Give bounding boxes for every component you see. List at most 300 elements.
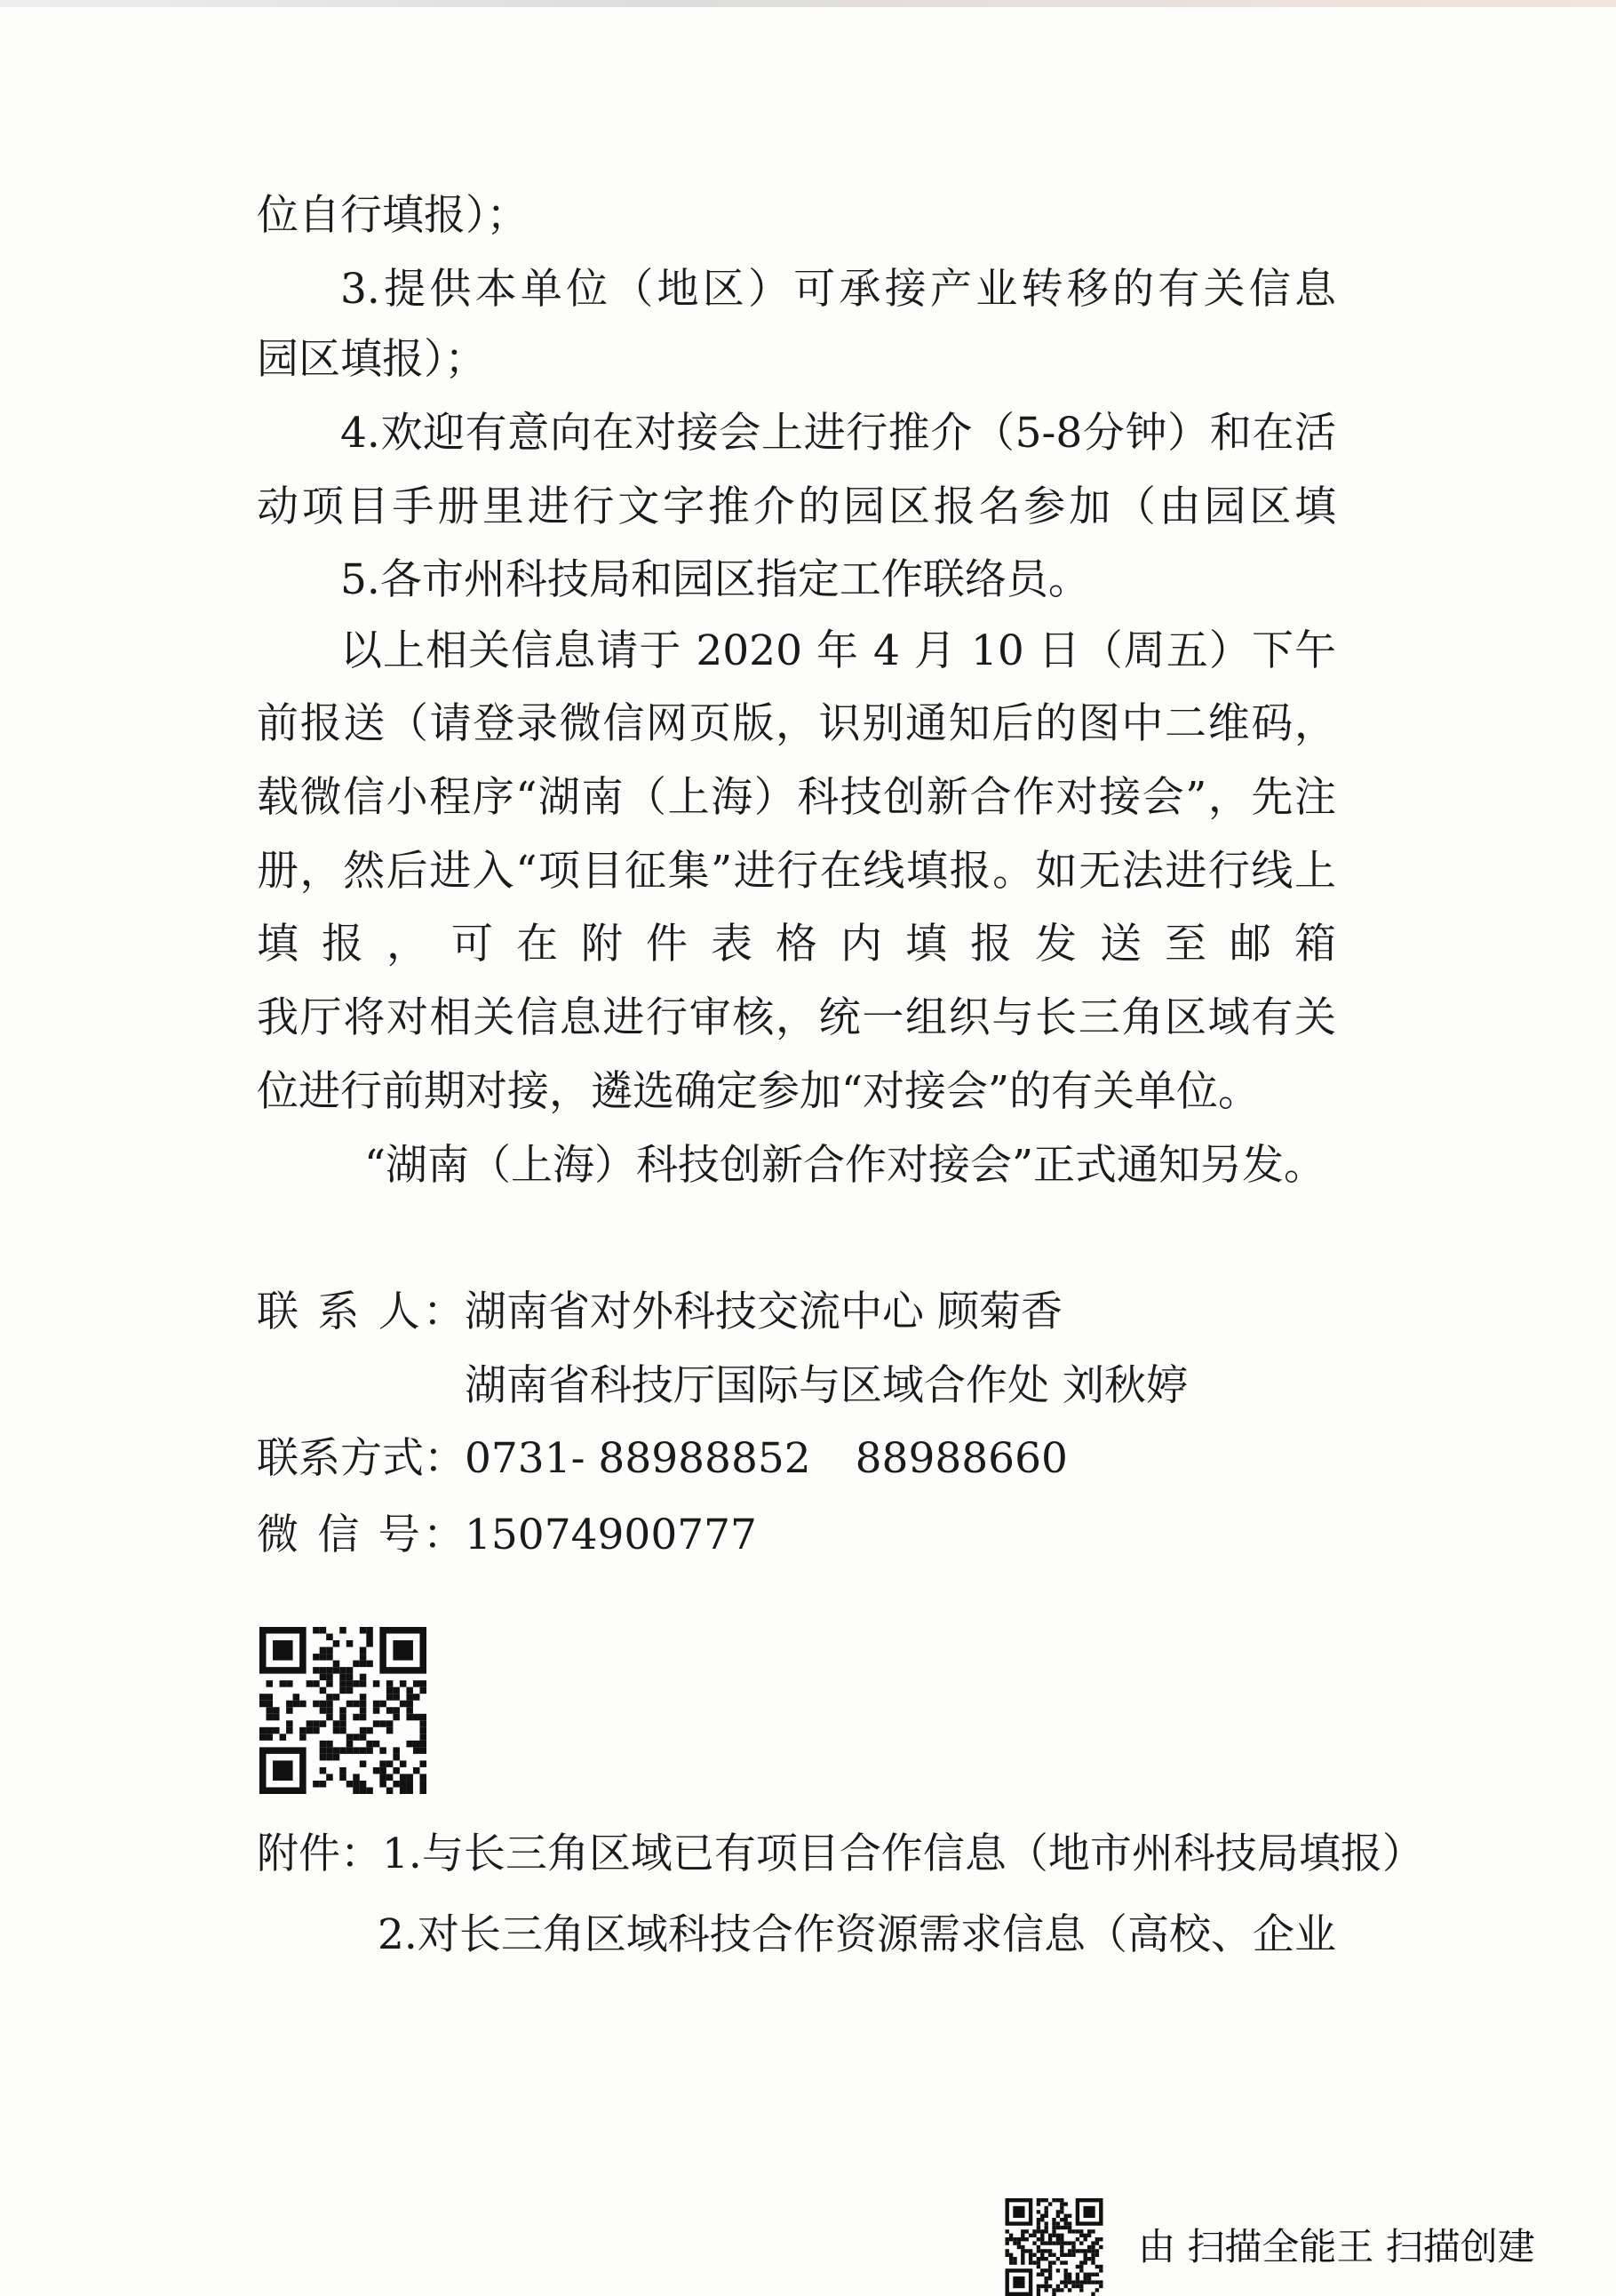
qr-module [346,1667,354,1674]
qr-module [1091,2257,1095,2260]
qr-module [333,1661,340,1668]
qr-module [1091,2292,1095,2296]
body-line: 5.各市州科技局和园区指定工作联络员。 [340,555,1090,604]
qr-module [386,1787,394,1794]
qr-module [353,1701,360,1708]
qr-module [413,1680,420,1687]
qr-module [346,1701,354,1708]
qr-module [320,1674,327,1681]
qr-module [280,1680,287,1687]
qr-module [1037,2273,1040,2276]
qr-module [360,1647,367,1654]
qr-module [326,1741,333,1748]
qr-module [1006,2229,1009,2233]
qr-module [1079,2234,1083,2237]
qr-module [360,1654,367,1661]
qr-module [280,1734,287,1741]
qr-module [419,1781,426,1788]
qr-module [1045,2268,1048,2272]
qr-module [346,1747,354,1754]
qr-module [326,1654,333,1661]
qr-module [1032,2234,1036,2237]
qr-module [393,1767,400,1774]
qr-module [353,1781,360,1788]
qr-module [406,1714,413,1721]
qr-module [1060,2218,1063,2221]
qr-module [1052,2241,1055,2244]
qr-module [1099,2245,1103,2249]
qr-module [366,1627,373,1634]
qr-module [1076,2237,1079,2241]
qr-module [406,1741,413,1748]
qr-module [1084,2276,1087,2280]
contact-wechat-label: 微 信 号： [257,1511,465,1559]
qr-module [1060,2241,1063,2244]
qr-module [1052,2253,1055,2257]
qr-module [1056,2288,1060,2292]
qr-module [1021,2237,1024,2241]
qr-module [1056,2234,1060,2237]
qr-module [1064,2253,1068,2257]
qr-module [1079,2241,1083,2244]
qr-module [1064,2202,1068,2205]
qr-module [366,1787,373,1794]
qr-module [1021,2245,1024,2249]
qr-module [379,1720,386,1727]
qr-module [1084,2206,1095,2218]
qr-module [333,1694,340,1701]
contact-person-label: 联 系 人： [257,1288,465,1336]
qr-module [326,1747,333,1754]
qr-module [360,1661,367,1668]
qr-module [1048,2237,1052,2241]
qr-module [1037,2202,1040,2205]
qr-module [339,1714,346,1721]
qr-module [313,1627,320,1634]
qr-module [1060,2237,1063,2241]
qr-module [326,1634,333,1641]
body-line: 动项目手册里进行文字推介的园区报名参加（由园区填 [257,482,1336,531]
qr-module [1068,2249,1071,2252]
qr-module [379,1767,386,1774]
qr-module [1025,2249,1029,2252]
contact-person-2: 湖南省科技厅国际与区域合作处 刘秋婷 [465,1361,1188,1410]
qr-module [1032,2241,1036,2244]
qr-module [1048,2268,1052,2272]
qr-module [360,1747,367,1754]
qr-module [1079,2249,1083,2252]
qr-module [353,1714,360,1721]
qr-module [1032,2229,1036,2233]
qr-module [1037,2284,1040,2288]
qr-module [273,1760,293,1781]
qr-module [1087,2249,1091,2252]
qr-module [326,1707,333,1714]
qr-module [1021,2253,1024,2257]
qr-module [346,1734,354,1741]
qr-module [1091,2273,1095,2276]
qr-module [1071,2245,1075,2249]
qr-module [1013,2241,1016,2244]
qr-module [333,1640,340,1647]
qr-module [1021,2260,1024,2264]
qr-module [1037,2221,1040,2225]
qr-module [333,1747,340,1754]
qr-module [339,1627,346,1634]
qr-module [1040,2214,1044,2218]
qr-module [1060,2210,1063,2213]
qr-module [1037,2265,1040,2268]
qr-module [273,1640,293,1661]
qr-module [360,1694,367,1701]
qr-module [267,1680,274,1687]
qr-module [400,1774,407,1781]
qr-module [1095,2273,1099,2276]
qr-module [1056,2284,1060,2288]
qr-module [1060,2245,1063,2249]
qr-module [1029,2260,1032,2264]
qr-module [1029,2257,1032,2260]
qr-module [1079,2284,1083,2288]
qr-module [1084,2273,1087,2276]
body-line: 园区填报）； [257,335,487,384]
qr-module [1087,2280,1091,2284]
qr-module [1040,2253,1044,2257]
qr-module [1037,2237,1040,2241]
qr-module [353,1787,360,1794]
qr-module [1045,2284,1048,2288]
qr-module [1068,2273,1071,2276]
qr-module [1060,2226,1063,2229]
qr-module [1071,2241,1075,2244]
qr-module [353,1680,360,1687]
qr-module [1025,2229,1029,2233]
qr-module [299,1727,306,1734]
qr-module [406,1694,413,1701]
qr-module [1095,2249,1099,2252]
qr-module [1095,2237,1099,2241]
qr-module [1056,2210,1060,2213]
qr-module [306,1720,314,1727]
qr-module [1084,2280,1087,2284]
qr-module [339,1747,346,1754]
qr-module [339,1720,346,1727]
qr-module [419,1680,426,1687]
qr-module [1084,2257,1087,2260]
qr-module [1017,2237,1021,2241]
qr-module [1071,2253,1075,2257]
qr-module [360,1760,367,1767]
qr-module [1064,2226,1068,2229]
qr-module [393,1694,400,1701]
qr-module [1045,2241,1048,2244]
qr-module [413,1767,420,1774]
qr-module [373,1701,380,1708]
qr-module [419,1760,426,1767]
qr-module [1048,2260,1052,2264]
qr-module [346,1687,354,1694]
qr-module [1045,2249,1048,2252]
qr-module [1091,2249,1095,2252]
qr-module [1048,2276,1052,2280]
qr-module [320,1707,327,1714]
qr-module [273,1727,280,1734]
qr-module [1064,2268,1068,2272]
qr-module [1060,2206,1063,2210]
qr-code-icon [1003,2198,1105,2296]
qr-module [1052,2260,1055,2264]
qr-module [393,1640,413,1661]
qr-module [1091,2229,1095,2233]
qr-module [360,1787,367,1794]
body-line: 4.欢迎有意向在对接会上进行推介（5-8分钟）和在活 [340,409,1336,458]
qr-module [326,1674,333,1681]
qr-module [320,1687,327,1694]
qr-module [267,1707,274,1714]
qr-module [1068,2241,1071,2244]
qr-module [379,1760,386,1767]
body-line: 填报，可在附件表格内填报发送至邮箱 [257,920,1336,969]
qr-module [1037,2292,1040,2296]
qr-module [267,1694,274,1701]
qr-module [1021,2257,1024,2260]
qr-module [1060,2249,1063,2252]
qr-module [339,1707,346,1714]
qr-module [1045,2257,1048,2260]
qr-module [1071,2280,1075,2284]
qr-module [386,1694,394,1701]
qr-module [1037,2245,1040,2249]
qr-module [273,1707,280,1714]
qr-module [393,1781,400,1788]
qr-module [267,1734,274,1741]
body-line: 位自行填报）； [257,191,529,240]
qr-module [1068,2280,1071,2284]
body-line: 我厅将对相关信息进行审核，统一组织与长三角区域有关 [257,993,1336,1042]
qr-module [339,1727,346,1734]
qr-module [366,1634,373,1641]
qr-module [1040,2273,1044,2276]
qr-module [360,1674,367,1681]
qr-module [1009,2253,1013,2257]
qr-module [1048,2234,1052,2237]
qr-module [1052,2288,1055,2292]
qr-module [1037,2229,1040,2233]
qr-module [1013,2260,1016,2264]
qr-module [1037,2257,1040,2260]
qr-module [1021,2234,1024,2237]
qr-module [320,1701,327,1708]
qr-module [1040,2257,1044,2260]
qr-module [1009,2260,1013,2264]
qr-module [360,1781,367,1788]
qr-module [406,1701,413,1708]
qr-module [360,1727,367,1734]
qr-module [326,1701,333,1708]
qr-module [1021,2249,1024,2252]
qr-module [1040,2249,1044,2252]
qr-module [313,1680,320,1687]
qr-module [419,1734,426,1741]
qr-module [1060,2260,1063,2264]
qr-module [1084,2260,1087,2264]
qr-module [1045,2206,1048,2210]
qr-module [1052,2218,1055,2221]
qr-module [393,1687,400,1694]
attachment-item: 2.对长三角区域科技合作资源需求信息（高校、企业 [378,1910,1336,1959]
body-line: “湖南（上海）科技创新合作对接会”正式通知另发。 [364,1141,1326,1190]
qr-module [1064,2218,1068,2221]
qr-module [1048,2202,1052,2205]
attachments-label: 附件： [257,1830,382,1878]
qr-module [313,1701,320,1708]
qr-module [379,1701,386,1708]
qr-module [1091,2260,1095,2264]
qr-module [1076,2276,1079,2280]
qr-module [419,1787,426,1794]
qr-module [1087,2234,1091,2237]
qr-module [320,1767,327,1774]
qr-module [1068,2226,1071,2229]
qr-module [346,1674,354,1681]
qr-module [1056,2198,1060,2202]
qr-module [1060,2234,1063,2237]
qr-module [1068,2229,1071,2233]
qr-module [393,1747,400,1754]
qr-module [1056,2214,1060,2218]
qr-module [419,1747,426,1754]
body-line: 载微信小程序“湖南（上海）科技创新合作对接会”，先注 [257,773,1336,822]
qr-module [313,1654,320,1661]
qr-module [1040,2198,1044,2202]
qr-module [406,1707,413,1714]
qr-module [366,1727,373,1734]
qr-module [1060,2202,1063,2205]
body-line: 位进行前期对接，遴选确定参加“对接会”的有关单位。 [257,1067,1261,1116]
qr-module [406,1781,413,1788]
qr-module [1013,2276,1024,2288]
qr-module [413,1747,420,1754]
qr-module [1048,2265,1052,2268]
qr-module [339,1674,346,1681]
qr-module [1099,2284,1103,2288]
qr-module [286,1701,293,1708]
qr-module [293,1701,300,1708]
qr-module [320,1654,327,1661]
qr-module [1037,2260,1040,2264]
qr-module [1076,2265,1079,2268]
qr-module [1045,2210,1048,2213]
qr-module [313,1667,320,1674]
qr-module [286,1720,293,1727]
qr-module [320,1754,327,1761]
qr-module [1056,2257,1060,2260]
qr-module [1079,2265,1083,2268]
qr-module [333,1667,340,1674]
body-line: 册，然后进入“项目征集”进行在线填报。如无法进行线上 [257,847,1336,896]
qr-module [320,1627,327,1634]
qr-module [1060,2280,1063,2284]
qr-module [1013,2206,1024,2218]
contact-wechat: 15074900777 [465,1511,757,1559]
qr-module [1091,2241,1095,2244]
qr-module [1084,2234,1087,2237]
qr-module [1068,2253,1071,2257]
qr-module [406,1687,413,1694]
qr-module [1017,2241,1021,2244]
qr-module [1056,2221,1060,2225]
qr-module [1045,2280,1048,2284]
qr-module [400,1680,407,1687]
qr-module [346,1781,354,1788]
qr-module [353,1661,360,1668]
qr-module [386,1707,394,1714]
qr-module [1079,2280,1083,2284]
qr-module [1032,2260,1036,2264]
qr-module [1084,2237,1087,2241]
qr-module [326,1714,333,1721]
attachment-item: 1.与长三角区域已有项目合作信息（地市州科技局填报） [382,1830,1424,1878]
qr-module [1037,2198,1040,2202]
qr-module [373,1680,380,1687]
qr-module [267,1727,274,1734]
qr-module [1076,2284,1079,2288]
qr-module [1040,2241,1044,2244]
qr-module [1006,2237,1009,2241]
qr-module [1079,2229,1083,2233]
qr-module [1087,2257,1091,2260]
qr-module [1052,2234,1055,2237]
scanner-watermark: 由 扫描全能王 扫描创建 [1138,2225,1535,2268]
qr-module [339,1667,346,1674]
qr-module [1068,2214,1071,2218]
qr-module [1025,2237,1029,2241]
qr-module [1064,2214,1068,2218]
qr-module [1045,2229,1048,2233]
qr-module [1060,2198,1063,2202]
qr-module [400,1781,407,1788]
qr-module [360,1680,367,1687]
qr-module [299,1701,306,1708]
qr-module [1091,2245,1095,2249]
qr-module [333,1727,340,1734]
qr-module [353,1747,360,1754]
qr-module [1056,2226,1060,2229]
qr-module [1060,2253,1063,2257]
qr-module [366,1741,373,1748]
qr-module [1099,2268,1103,2272]
qr-module [339,1687,346,1694]
qr-module [320,1667,327,1674]
qr-module [320,1747,327,1754]
qr-module [1032,2253,1036,2257]
qr-module [1095,2288,1099,2292]
qr-module [259,1727,267,1734]
qr-module [313,1720,320,1727]
qr-module [400,1760,407,1767]
qr-module [1099,2237,1103,2241]
qr-module [1040,2268,1044,2272]
contact-phone-label: 联系方式： [257,1434,466,1483]
qr-module [273,1714,280,1721]
qr-module [373,1767,380,1774]
qr-module [326,1754,333,1761]
qr-module [1045,2221,1048,2225]
qr-module [1056,2268,1060,2272]
qr-module [379,1747,386,1754]
qr-module [1056,2237,1060,2241]
qr-module [1052,2198,1055,2202]
